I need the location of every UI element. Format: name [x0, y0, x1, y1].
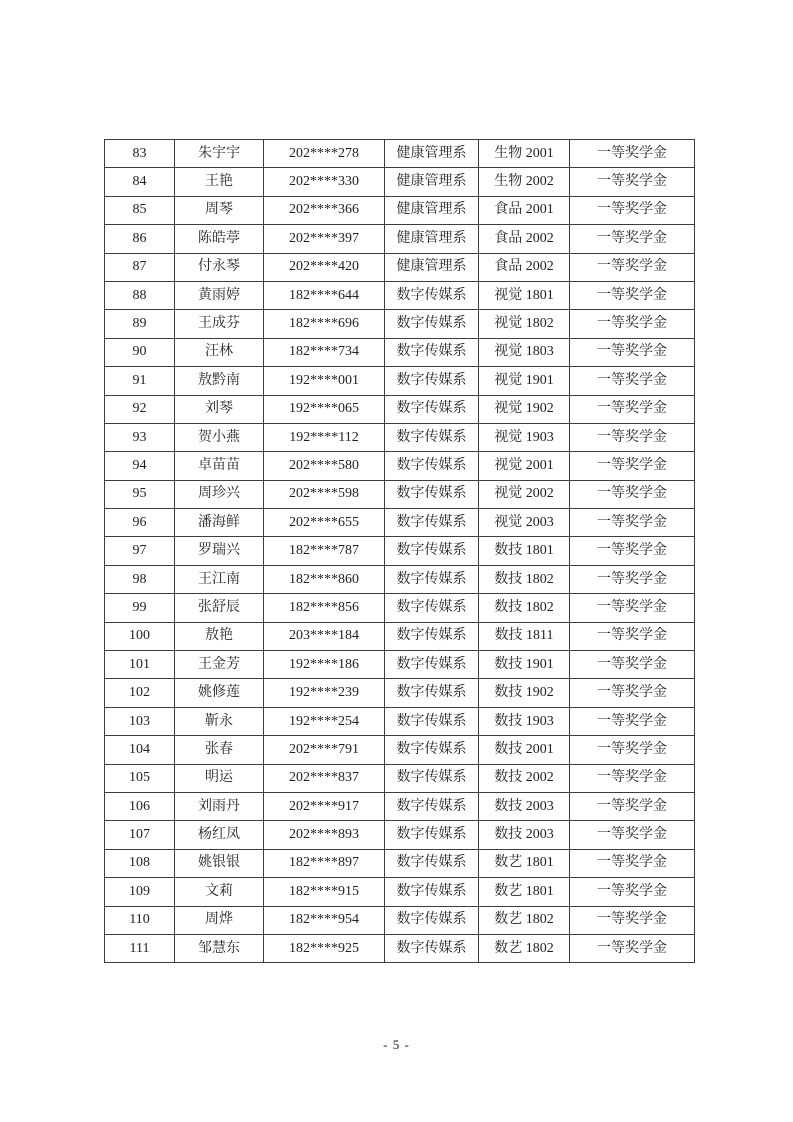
cell-name: 刘琴 [175, 395, 264, 423]
cell-name: 付永琴 [175, 253, 264, 281]
table-row [105, 196, 695, 224]
cell-name: 邹慧东 [175, 934, 264, 962]
cell-class: 数技 1802 [479, 565, 570, 593]
cell-no: 95 [105, 480, 175, 508]
cell-student-id: 182****915 [264, 878, 385, 906]
cell-award: 一等奖学金 [570, 622, 695, 650]
cell-department: 数字传媒系 [385, 281, 479, 309]
cell-no: 98 [105, 565, 175, 593]
cell-department: 数字传媒系 [385, 849, 479, 877]
cell-class: 食品 2002 [479, 253, 570, 281]
cell-name: 罗瑞兴 [175, 537, 264, 565]
table-row [105, 452, 695, 480]
cell-department: 数字传媒系 [385, 651, 479, 679]
cell-no: 83 [105, 140, 175, 168]
cell-class: 视觉 1903 [479, 423, 570, 451]
cell-name: 敖艳 [175, 622, 264, 650]
cell-award: 一等奖学金 [570, 821, 695, 849]
cell-award: 一等奖学金 [570, 338, 695, 366]
cell-class: 视觉 1902 [479, 395, 570, 423]
cell-class: 数艺 1801 [479, 878, 570, 906]
table-row [105, 281, 695, 309]
cell-class: 食品 2002 [479, 225, 570, 253]
cell-no: 103 [105, 707, 175, 735]
cell-student-id: 202****893 [264, 821, 385, 849]
cell-student-id: 203****184 [264, 622, 385, 650]
cell-award: 一等奖学金 [570, 594, 695, 622]
cell-award: 一等奖学金 [570, 934, 695, 962]
table-row [105, 395, 695, 423]
cell-student-id: 192****001 [264, 367, 385, 395]
cell-name: 张春 [175, 736, 264, 764]
cell-award: 一等奖学金 [570, 423, 695, 451]
cell-department: 数字传媒系 [385, 395, 479, 423]
cell-student-id: 192****112 [264, 423, 385, 451]
cell-class: 数艺 1802 [479, 934, 570, 962]
cell-class: 视觉 2002 [479, 480, 570, 508]
cell-student-id: 192****186 [264, 651, 385, 679]
cell-student-id: 202****420 [264, 253, 385, 281]
cell-student-id: 202****278 [264, 140, 385, 168]
cell-class: 数技 1801 [479, 537, 570, 565]
cell-department: 数字传媒系 [385, 310, 479, 338]
cell-award: 一等奖学金 [570, 906, 695, 934]
cell-student-id: 182****860 [264, 565, 385, 593]
cell-class: 视觉 1803 [479, 338, 570, 366]
cell-department: 数字传媒系 [385, 679, 479, 707]
cell-department: 数字传媒系 [385, 423, 479, 451]
cell-no: 92 [105, 395, 175, 423]
cell-name: 周珍兴 [175, 480, 264, 508]
cell-award: 一等奖学金 [570, 509, 695, 537]
cell-no: 108 [105, 849, 175, 877]
table-row [105, 792, 695, 820]
table-row [105, 878, 695, 906]
cell-student-id: 182****734 [264, 338, 385, 366]
table-row [105, 849, 695, 877]
cell-name: 黄雨婷 [175, 281, 264, 309]
cell-award: 一等奖学金 [570, 565, 695, 593]
cell-name: 王江南 [175, 565, 264, 593]
cell-department: 数字传媒系 [385, 509, 479, 537]
cell-award: 一等奖学金 [570, 878, 695, 906]
cell-no: 104 [105, 736, 175, 764]
cell-department: 健康管理系 [385, 168, 479, 196]
scholarship-table-body [105, 140, 695, 963]
cell-name: 王艳 [175, 168, 264, 196]
cell-department: 健康管理系 [385, 225, 479, 253]
cell-no: 111 [105, 934, 175, 962]
cell-no: 110 [105, 906, 175, 934]
table-row [105, 651, 695, 679]
cell-name: 明运 [175, 764, 264, 792]
cell-no: 84 [105, 168, 175, 196]
cell-department: 数字传媒系 [385, 934, 479, 962]
cell-department: 健康管理系 [385, 196, 479, 224]
table-row [105, 707, 695, 735]
cell-student-id: 202****655 [264, 509, 385, 537]
cell-no: 106 [105, 792, 175, 820]
cell-department: 数字传媒系 [385, 480, 479, 508]
cell-award: 一等奖学金 [570, 140, 695, 168]
table-row [105, 168, 695, 196]
cell-class: 数技 2002 [479, 764, 570, 792]
cell-award: 一等奖学金 [570, 707, 695, 735]
cell-no: 96 [105, 509, 175, 537]
cell-class: 数技 2001 [479, 736, 570, 764]
cell-name: 汪林 [175, 338, 264, 366]
cell-no: 97 [105, 537, 175, 565]
cell-department: 数字传媒系 [385, 622, 479, 650]
cell-class: 生物 2001 [479, 140, 570, 168]
cell-student-id: 182****644 [264, 281, 385, 309]
cell-student-id: 182****897 [264, 849, 385, 877]
cell-student-id: 192****239 [264, 679, 385, 707]
cell-name: 王金芳 [175, 651, 264, 679]
table-row [105, 509, 695, 537]
cell-award: 一等奖学金 [570, 452, 695, 480]
table-row [105, 310, 695, 338]
cell-no: 94 [105, 452, 175, 480]
cell-department: 数字传媒系 [385, 452, 479, 480]
cell-award: 一等奖学金 [570, 310, 695, 338]
cell-no: 100 [105, 622, 175, 650]
cell-award: 一等奖学金 [570, 537, 695, 565]
cell-student-id: 202****330 [264, 168, 385, 196]
table-row [105, 594, 695, 622]
cell-no: 109 [105, 878, 175, 906]
table-row [105, 423, 695, 451]
cell-class: 数技 1902 [479, 679, 570, 707]
scholarship-table [104, 139, 695, 963]
cell-name: 周琴 [175, 196, 264, 224]
cell-student-id: 202****917 [264, 792, 385, 820]
cell-award: 一等奖学金 [570, 792, 695, 820]
cell-no: 101 [105, 651, 175, 679]
cell-award: 一等奖学金 [570, 225, 695, 253]
table-row [105, 565, 695, 593]
cell-no: 107 [105, 821, 175, 849]
cell-name: 杨红凤 [175, 821, 264, 849]
cell-award: 一等奖学金 [570, 196, 695, 224]
cell-class: 生物 2002 [479, 168, 570, 196]
table-row [105, 537, 695, 565]
cell-department: 数字传媒系 [385, 878, 479, 906]
cell-no: 91 [105, 367, 175, 395]
cell-name: 周烨 [175, 906, 264, 934]
cell-student-id: 192****254 [264, 707, 385, 735]
cell-department: 数字传媒系 [385, 367, 479, 395]
cell-no: 89 [105, 310, 175, 338]
cell-name: 刘雨丹 [175, 792, 264, 820]
cell-department: 数字传媒系 [385, 537, 479, 565]
cell-student-id: 202****580 [264, 452, 385, 480]
cell-name: 卓苗苗 [175, 452, 264, 480]
cell-award: 一等奖学金 [570, 736, 695, 764]
table-row [105, 338, 695, 366]
cell-department: 数字传媒系 [385, 338, 479, 366]
page-number: - 5 - [383, 1037, 410, 1052]
cell-department: 数字传媒系 [385, 821, 479, 849]
cell-student-id: 182****787 [264, 537, 385, 565]
cell-no: 102 [105, 679, 175, 707]
cell-class: 数技 1903 [479, 707, 570, 735]
cell-class: 视觉 1801 [479, 281, 570, 309]
cell-department: 健康管理系 [385, 140, 479, 168]
table-row [105, 225, 695, 253]
cell-class: 数技 2003 [479, 792, 570, 820]
cell-department: 数字传媒系 [385, 906, 479, 934]
cell-name: 敖黔南 [175, 367, 264, 395]
table-row [105, 140, 695, 168]
cell-name: 潘海鲜 [175, 509, 264, 537]
cell-department: 数字传媒系 [385, 565, 479, 593]
table-row [105, 934, 695, 962]
table-row [105, 764, 695, 792]
cell-name: 文莉 [175, 878, 264, 906]
table-row [105, 253, 695, 281]
table-row [105, 480, 695, 508]
cell-award: 一等奖学金 [570, 367, 695, 395]
cell-student-id: 202****598 [264, 480, 385, 508]
table-row [105, 736, 695, 764]
cell-student-id: 202****837 [264, 764, 385, 792]
cell-award: 一等奖学金 [570, 849, 695, 877]
cell-class: 数技 2003 [479, 821, 570, 849]
cell-award: 一等奖学金 [570, 679, 695, 707]
cell-name: 朱宇宇 [175, 140, 264, 168]
cell-award: 一等奖学金 [570, 480, 695, 508]
cell-class: 视觉 2003 [479, 509, 570, 537]
cell-student-id: 202****397 [264, 225, 385, 253]
table-row [105, 821, 695, 849]
cell-no: 86 [105, 225, 175, 253]
cell-name: 张舒辰 [175, 594, 264, 622]
cell-class: 数技 1802 [479, 594, 570, 622]
cell-student-id: 202****366 [264, 196, 385, 224]
cell-class: 数技 1811 [479, 622, 570, 650]
cell-name: 贺小燕 [175, 423, 264, 451]
cell-class: 食品 2001 [479, 196, 570, 224]
cell-department: 数字传媒系 [385, 707, 479, 735]
table-row [105, 367, 695, 395]
cell-name: 姚银银 [175, 849, 264, 877]
cell-class: 数技 1901 [479, 651, 570, 679]
cell-no: 99 [105, 594, 175, 622]
cell-student-id: 182****696 [264, 310, 385, 338]
cell-award: 一等奖学金 [570, 281, 695, 309]
cell-award: 一等奖学金 [570, 764, 695, 792]
cell-name: 王成芬 [175, 310, 264, 338]
cell-department: 数字传媒系 [385, 764, 479, 792]
cell-student-id: 182****856 [264, 594, 385, 622]
cell-department: 健康管理系 [385, 253, 479, 281]
cell-name: 靳永 [175, 707, 264, 735]
table-row [105, 679, 695, 707]
cell-award: 一等奖学金 [570, 253, 695, 281]
cell-class: 数艺 1802 [479, 906, 570, 934]
cell-department: 数字传媒系 [385, 736, 479, 764]
cell-class: 数艺 1801 [479, 849, 570, 877]
table-row [105, 906, 695, 934]
cell-class: 视觉 2001 [479, 452, 570, 480]
cell-class: 视觉 1802 [479, 310, 570, 338]
cell-department: 数字传媒系 [385, 792, 479, 820]
cell-no: 105 [105, 764, 175, 792]
cell-no: 87 [105, 253, 175, 281]
cell-student-id: 182****925 [264, 934, 385, 962]
cell-no: 88 [105, 281, 175, 309]
cell-department: 数字传媒系 [385, 594, 479, 622]
cell-no: 90 [105, 338, 175, 366]
cell-no: 85 [105, 196, 175, 224]
cell-class: 视觉 1901 [479, 367, 570, 395]
cell-student-id: 202****791 [264, 736, 385, 764]
cell-student-id: 192****065 [264, 395, 385, 423]
cell-award: 一等奖学金 [570, 168, 695, 196]
table-row [105, 622, 695, 650]
cell-name: 陈皓葶 [175, 225, 264, 253]
cell-no: 93 [105, 423, 175, 451]
cell-award: 一等奖学金 [570, 651, 695, 679]
cell-name: 姚修莲 [175, 679, 264, 707]
cell-student-id: 182****954 [264, 906, 385, 934]
cell-award: 一等奖学金 [570, 395, 695, 423]
